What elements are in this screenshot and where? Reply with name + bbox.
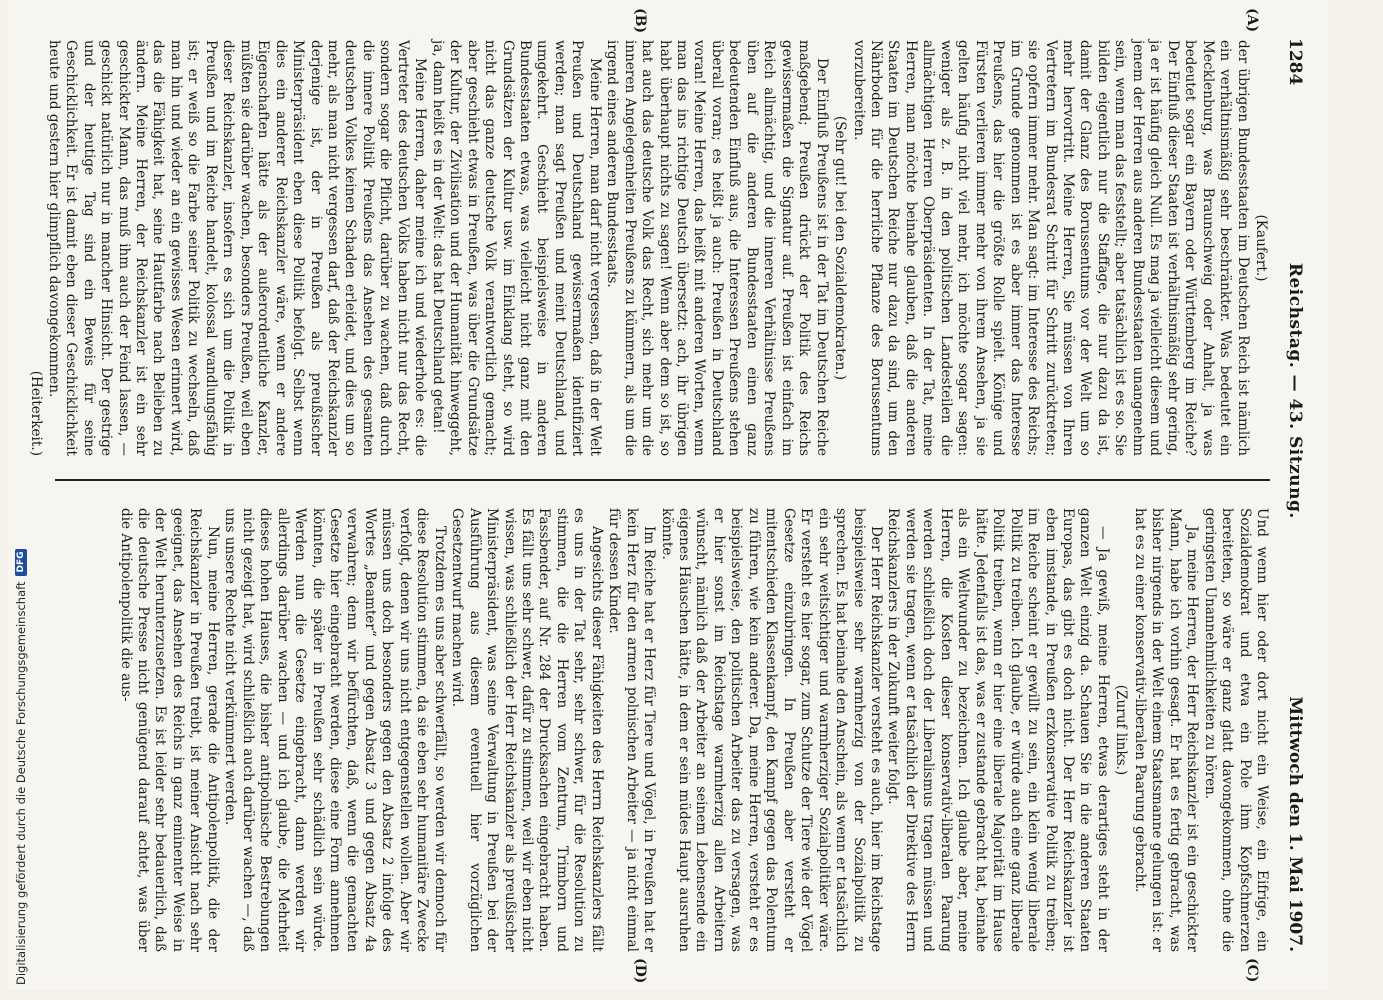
text-column-left: [28, 40, 1270, 456]
paragraph: Und wenn hier oder dort nicht ein Weise, ein Eifrige, ein Sozialdemokrat und etwa ein Pole ihm Kopfschmerzen bereiteten, so wäre er ganz glatt davongekommen, ohne die geringsten Unannehmlichkeiten zu hören.: [1201, 508, 1270, 952]
credit-text: Digitalisierung gefördert durch die Deutsche Forschungsgemeinschaft: [14, 581, 28, 985]
paragraph: (Sehr gut! bei den Sozialdemokraten.): [832, 115, 849, 381]
page-header: [1282, 38, 1308, 952]
margin-marker-d: (D): [632, 958, 648, 984]
paragraph: Der Einfluß Preußens ist in der Tat im Deutschen Reiche maßgebend; Preußen drückt der Politik des Reichs gewissermaßen die Signatur auf. Preußen ist einfach im Reich allmächtig, und die inneren Verhältnisse Preußens üben auf die anderen Bundesstaaten einen ganz bedeutenden Einfluß aus, die Interessen Preußens stehen überall voran; es heißt ja auch: Preußen in Deutschland voran! Meine Herren, das heißt mit anderen Worten, wenn man das ins richtige Deutsch übersetzt: ach, ihr übrigen habt überhaupt nichts zu sagen! Wenn aber dem so ist, so hat auch das deutsche Volk das Recht, sich mehr um die inneren Angelegenheiten Preußens zu kümmern, als um die irgend eines anderen Bundesstaats.: [604, 40, 830, 456]
paragraph: Meine Herren, man darf nicht vergessen, daß in der Welt Preußen und Deutschland gewissermaßen identifiziert werden; man sagt Preußen und meint Deutschland, und umgekehrt. Geschieht beispielsweise in anderen Bundesstaaten etwas, was vielleicht nicht ganz mit den Grundsätzen der Kultur usw. im Einklang steht, so wird nicht das ganze deutsche Volk verantwortlich gemacht; aber geschieht etwas in Preußen, was über die Grundsätze der Kultur, der Zivilisation und der Humanität hinweggeht, ja, dann heißt es in der Welt: das hat Deutschland getan!: [429, 40, 603, 456]
margin-marker-c: (C): [1244, 958, 1260, 983]
dfg-logo-icon: DFG: [15, 549, 27, 576]
paragraph: (Heiterkeit.): [28, 370, 45, 456]
margin-marker-b: (B): [632, 8, 648, 34]
paragraph: der übrigen Bundesstaaten im Deutschen Reich ist nämlich ein verhältnismäßig sehr beschränkter. Was bedeutet ein Mecklenburg, was Braunschweig oder Anhalt, ja was bedeutet sogar ein Bayern oder Württemberg im Reiche? Der Einfluß dieser Staaten ist verhältnismäßig sehr gering, ja er ist häufig gleich Null. Es mag ja vielleicht diesem und jenem der Herren aus anderen Bundesstaaten unangenehm sein, wenn man das feststellt; aber tatsächlich ist es so. Sie bilden eigentlich nur die Staffage, die nur dazu da ist, damit der Glanz des Borussentums vor der Welt um so mehr hervortritt. Meine Herren, Sie müssen von Ihren Vertretern im Bundesrat Schritt für Schritt zurücktreten; sie opfern immer mehr. Man sagt: im Interesse des Reichs; im Grunde genommen ist es aber immer das Interesse Preußens, das hier die größte Rolle spielt. Könige und Fürsten verlieren immer mehr von ihrem Ansehen, ja sie gelten häufig nicht viel mehr, ich möchte sogar sagen: weniger als z. B. in den politischen Landesteilen die allmächtigen Herren Oberpräsidenten. In der Tat, meine Herren, man möchte beinahe glauben, daß die anderen Staaten im Deutschen Reiche nur dazu da sind, um den Nährboden für die herrliche Pflanze des Borussentums vorzubereiten.: [850, 40, 1251, 456]
column-divider: [55, 479, 1270, 481]
paragraph: Meine Herren, daher meine ich und wiederhole es: die Vertreter des deutschen Volks haben nicht nur das Recht, sondern sogar die Pflicht, darüber zu wachen, daß durch die innere Politik Preußens das Ansehen des gesamten deutschen Volkes keinen Schaden erleidet, und dies um so mehr, als man nicht vergessen darf, daß der Reichskanzler derjenige ist, der in Preußen als preußischer Ministerpräsident eben diese Politik befolgt. Selbst wenn dies ein anderer Reichskanzler wäre, wenn er andere Eigenschaften hätte als der außerordentliche Kanzler, müßten sie darüber wachen, besonders Preußen, weil eben dieser Reichskanzler, insofern es sich um die Politik in Preußen und im Reiche handelt, kolossal wandlungsfähig ist; er weiß so die Farbe seiner Politik zu wechseln, daß man hin und wieder an ein gewisses Wesen erinnert wird, das die Fähigkeit hat, seine Hautfarbe nach Belieben zu ändern. Meine Herren, der Reichskanzler ist ein sehr geschickter Mann, das muß ihm auch der Feind lassen, — geschickt natürlich nur in mancher Hinsicht. Der gestrige und der heutige Tag sind ein Beweis für seine Geschicklichkeit. Er ist damit eben dieser Geschicklichkeit heute und gestern hier glimpflich davongekommen.: [45, 40, 429, 456]
page-title: Reichstag. — 43. Sitzung.: [1285, 262, 1305, 519]
document-page: [8, 0, 1328, 990]
paragraph: Nun, meine Herren, gerade die Antipolenpolitik, die der Reichskanzler in Preußen treibt, ist meiner Ansicht nach sehr geeignet, das Ansehen des Reichs in ganz eminenter Weise in der Welt herunterzusetzen. Es ist leider sehr bedauerlich, daß die deutsche Presse nicht genügend darauf achtet, was über die Antipolenpolitik die aus-: [117, 508, 221, 952]
paragraph: Im Reiche hat er Herz für Tiere und Vögel, in Preußen hat er kein Herz für den armen polnischen Arbeiter — ja nicht einmal für dessen Kinder.: [606, 508, 658, 952]
digitization-credit: [14, 549, 28, 985]
paragraph: (Kaufert.): [1253, 214, 1269, 282]
paragraph: Der Herr Reichskanzler versteht es auch, hier im Reichstage beispielsweise sehr warmherzig von der Sozialpolitik zu sprechen. Es hat beinahe den Anschein, als wenn er tatsächlich ein sehr weitsichtiger und warmherziger Sozialpolitiker wäre. Er versteht es hier sogar, zum Schutze der Tiere wie der Vögel Gesetze einzubringen. In Preußen aber versteht er mitentschieden Klassenkampf, den Kampf gegen das Polentum zu führen, wie kein anderer. Da, meine Herren, versteht er es beispielsweise, den politischen Arbeiter das zu versagen, was er hier sonst im Reichstage warmherzig allen Arbeitern wünscht, nämlich daß der Arbeiter an seinem Lebensende ein eigenes Häuschen hätte, in dem er sein müdes Haupt ausruhen könnte.: [658, 508, 885, 952]
paragraph: (Zuruf links.): [1113, 684, 1130, 776]
paragraph: Angesichts dieser Fähigkeiten des Herrn Reichskanzlers fällt es uns in der Tat sehr, sehr schwer, für die Resolution zu stimmen, die die Herren vom Zentrum, Trimborn und Fassbender, auf Nr. 284 der Drucksachen eingebracht haben. Es fällt uns sehr schwer, dafür zu stimmen, weil wir eben nicht wissen, was schließlich der Herr Reichskanzler als preußischer Ministerpräsident, was seine Verwaltung in Preußen bei der Ausführung aus diesem eventuell hier vorzüglichen Gesetzentwurf machen wird.: [449, 508, 605, 952]
paragraph: Trotzdem es uns aber schwerfällt, so werden wir dennoch für diese Resolution stimmen, da sie eben sehr humanitäre Zwecke verfolgt, denen wir uns nicht entgegenstellen wollen. Aber wir müssen uns doch besonders gegen den Absatz 2 infolge des Wortes „Beamter“ und gegen Absatz 3 und gegen Absatz 4a verwahren; denn wir befürchten, daß, wenn die gemachten Gesetze hier eingebracht werden, diese eine Form annehmen könnten, die später in Preußen sehr schädlich sein würde. Werden nun die Gesetze eingebracht, dann werden wir allerdings darüber wachen — und ich glaube, die Mehrheit dieses hohen Hauses, die bisher antipolnische Bestrebungen nicht gezeigt hat, wird schließlich auch darüber wachen —, daß uns unsere Rechte nicht verkümmert werden.: [222, 508, 448, 952]
paragraph: — Ja gewiß, meine Herren, etwas derartiges steht in der ganzen Welt einzig da. Schauen Sie in die anderen Staaten Europas, das gibt es doch nicht. Der Herr Reichskanzler ist eben imstande, in Preußen erzkonservative Politik zu treiben; im Reiche scheint er gewillt zu sein, ein klein wenig liberale Politik zu treiben. Ich glaube, er würde auch eine ganz liberale Politik treiben, wenn er hier eine liberale Majorität im Hause hätte. Jedenfalls ist das, was er zustande gebracht hat, beinahe als ein Weltwunder zu bezeichnen. Ich glaube aber, meine Herren, die Kosten dieser konservativ-liberalen Paarung werden schließlich doch der Liberalismus tragen müssen und werden sie tragen, wenn er tatsächlich der Direktive des Herrn Reichskanzlers in der Zukunft weiter folgt.: [885, 508, 1111, 952]
page-number: 1284: [1285, 38, 1305, 86]
text-column-right: [50, 508, 1270, 952]
page-date: Mittwoch den 1. Mai 1907.: [1285, 696, 1305, 952]
paragraph: Ja, meine Herren, der Herr Reichskanzler ist ein geschickter Mann, habe ich vorhin gesagt. Er hat es fertig gebracht, was bisher nirgends in der Welt einem Staatsmanne gelungen ist: er hat es zu einer konservativ-liberalen Paarung gebracht.: [1131, 508, 1201, 952]
margin-marker-a: (A): [1244, 8, 1260, 33]
